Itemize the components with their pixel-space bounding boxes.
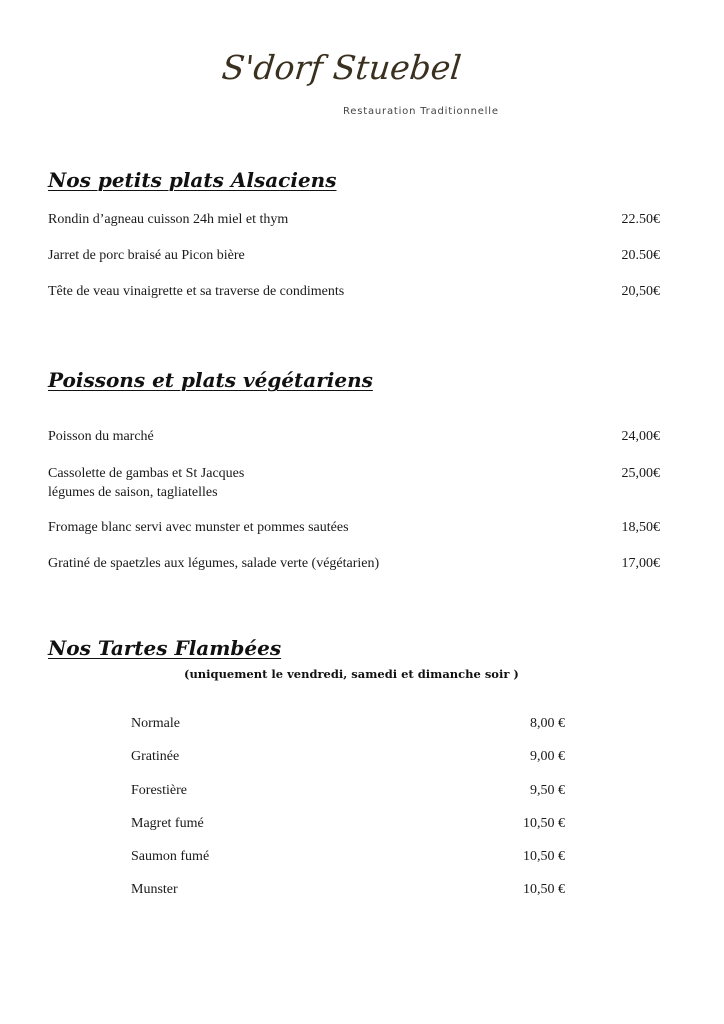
item-price: 8,00 € <box>530 716 565 731</box>
section-title-alsaciens: Nos petits plats Alsaciens <box>48 168 337 192</box>
restaurant-logo <box>222 46 512 126</box>
item-name: Poisson du marché <box>48 429 154 444</box>
item-name: Gratiné de spaetzles aux légumes, salade verte (végétarien) <box>48 556 380 571</box>
item-name: Munster <box>131 882 178 897</box>
item-price: 17,00€ <box>621 556 660 571</box>
item-price: 25,00€ <box>621 466 660 481</box>
item-description: légumes de saison, tagliatelles <box>48 485 218 500</box>
item-price: 18,50€ <box>621 520 660 535</box>
item-price: 20,50€ <box>621 284 660 299</box>
item-name: Forestière <box>131 783 187 798</box>
item-price: 10,50 € <box>523 849 565 864</box>
item-name: Fromage blanc servi avec munster et pommes sautées <box>48 520 349 535</box>
logo-name: S'dorf Stuebel <box>220 48 464 87</box>
item-price: 22.50€ <box>621 212 660 227</box>
item-price: 20.50€ <box>621 248 660 263</box>
section-title-poissons: Poissons et plats végétariens <box>48 368 373 392</box>
item-name: Normale <box>131 716 180 731</box>
item-price: 10,50 € <box>523 882 565 897</box>
item-name: Rondin d’agneau cuisson 24h miel et thym <box>48 212 289 227</box>
item-price: 10,50 € <box>523 816 565 831</box>
item-price: 9,50 € <box>530 783 565 798</box>
item-name: Tête de veau vinaigrette et sa traverse de condiments <box>48 284 345 299</box>
item-name: Gratinée <box>131 749 180 764</box>
section-title-tartes: Nos Tartes Flambées <box>48 636 282 660</box>
item-price: 9,00 € <box>530 749 565 764</box>
item-name: Magret fumé <box>131 816 204 831</box>
logo-tagline: Restauration Traditionnelle <box>343 106 499 117</box>
item-name: Jarret de porc braisé au Picon bière <box>48 248 245 263</box>
item-name: Saumon fumé <box>131 849 210 864</box>
section-subtitle: (uniquement le vendredi, samedi et dimanche soir ) <box>184 667 519 681</box>
item-price: 24,00€ <box>621 429 660 444</box>
item-name: Cassolette de gambas et St Jacques <box>48 466 245 481</box>
